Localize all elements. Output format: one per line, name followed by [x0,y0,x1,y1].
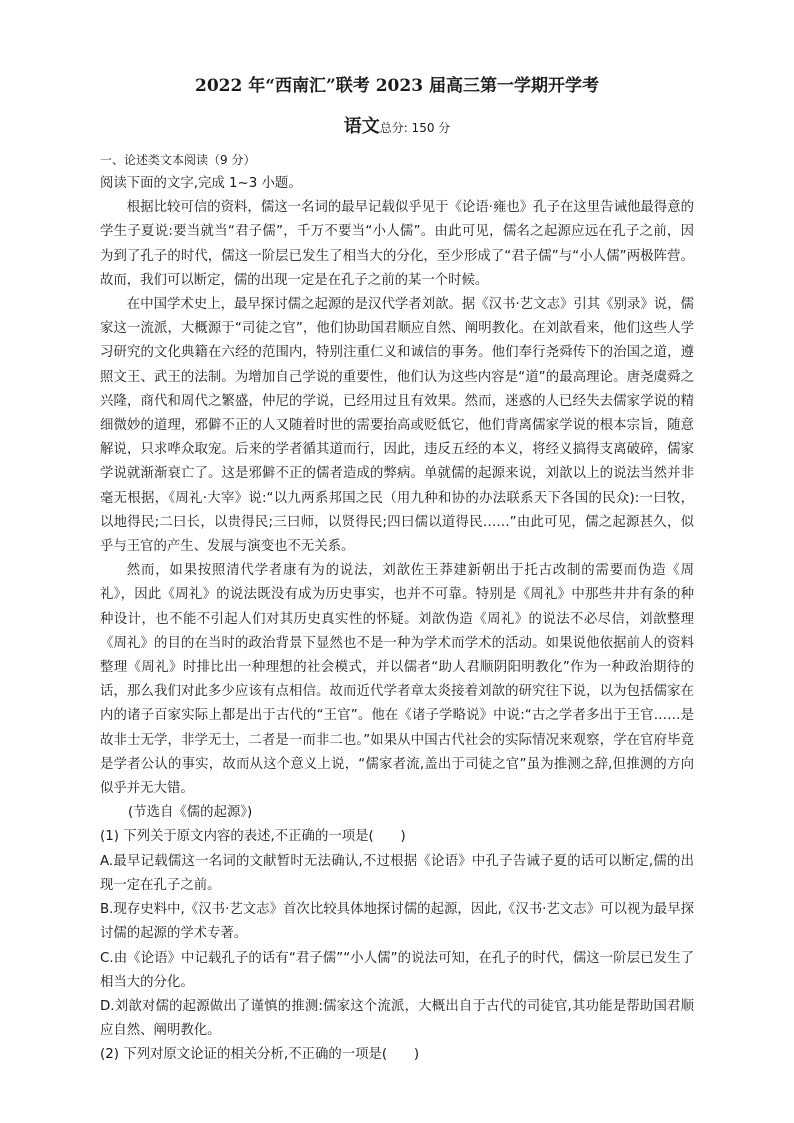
subject-name: 语文 [343,116,380,137]
question-2-stem: (2) 下列对原文论证的相关分析,不正确的一项是( ) [100,1047,420,1063]
question-1-option-c: C.由《论语》中记载孔子的话有“君子儒”“小人儒”的说法可知，在孔子的时代，儒这一阶层已发生了相当大的分化。 [100,950,694,990]
reading-instruction: 阅读下面的文字,完成 1~3 小题。 [100,176,302,191]
question-1-option-b: B.现存史料中,《汉书·艺文志》首次比较具体地探讨儒的起源，因此,《汉书·艺文志》可以视为最早探讨儒的起源的学术专著。 [100,902,694,942]
question-1-stem: (1) 下列关于原文内容的表述,不正确的一项是( ) [100,829,406,845]
question-1-option-a: A.最早记载儒这一名词的文献暂时无法确认,不过根据《论语》中孔子告诫子夏的话可以断定,儒的出现一定在孔子之前。 [100,853,694,893]
passage-paragraph-3: 然而，如果按照清代学者康有为的说法，刘歆佐王莽建新朝出于托古改制的需要而伪造《周礼》，因此《周礼》的说法既没有成为历史事实，也并不可靠。特别是《周礼》中那些井井有条的种种设计，也不能不引起人们对其历史真实性的怀疑。刘歆伪造《周礼》的说法不必尽信，刘歆整理《周礼》的目的在当时的政治背景下显然也不是一种为学术而学术的活动。如果说他依据前人的资料整理《周礼》时排比出一种理想的社会模式，并以儒者“助人君顺阴阳明教化”作为一种政治期待的话，那么我们对此多少应该有点相信。故而近代学者章太炎接着刘歆的研究往下说，以为包括儒家在内的诸子百家实际上都是出于古代的“王官”。他在《诸子学略说》中说:“古之学者多出于王官……是故非士无学，非学无士，二者是一而非二也。”如果从中国古代社会的实际情况来观察，学在官府毕竟是学者公认的事实，故而从这个意义上说，“儒家者流,盖出于司徒之官”虽为推测之辞,但推测的方向似乎并无大错。 [100,563,694,797]
total-score: 总分: 150 分 [379,121,451,135]
passage-source: (节选自《儒的起源》) [128,805,253,821]
question-1-option-d: D.刘歆对儒的起源做出了谨慎的推测:儒家这个流派，大概出自于古代的司徒官,其功能是帮助国君顺应自然、阐明教化。 [100,998,694,1039]
subject-line [100,112,694,142]
section-heading: 一、论述类文本阅读（9 分） [100,153,256,167]
exam-title: 2022 年“西南汇”联考 2023 届高三第一学期开学考 [195,76,599,96]
passage-paragraph-2: 在中国学术史上，最早探讨儒之起源的是汉代学者刘歆。据《汉书·艺文志》引其《别录》说，儒家这一流派，大概源于“司徒之官”，他们协助国君顺应自然、阐明教化。在刘歆看来，他们这些人学习研究的文化典籍在六经的范围内，特别注重仁义和诚信的事务。他们奉行尧舜传下的治国之道，遵照文王、武王的法制。为增加自己学说的重要性，他们认为这些内容是“道”的最高理论。唐尧虞舜之兴隆，商代和周代之繁盛，仲尼的学说，已经用过且有效果。然而，迷惑的人已经失去儒家学说的精细微妙的道理，邪僻不正的人又随着时世的需要抬高或贬低它，他们背离儒家学说的根本宗旨，随意解说，只求哗众取宠。后来的学者循其道而行，因此，违反五经的本义，将经义搞得支离破碎，儒家学说就渐渐衰亡了。这是邪僻不正的儒者造成的弊病。单就儒的起源来说，刘歆以上的说法当然并非毫无根据，《周礼·大宰》说:“以九两系邦国之民（用九种和协的办法联系天下各国的民众):一曰牧，以地得民;二曰长，以贵得民;三曰师，以贤得民;四曰儒以道得民……”由此可见，儒之起源甚久，似乎与王官的产生、发展与演变也不无关系。 [100,297,694,555]
passage-paragraph-1: 根据比较可信的资料，儒这一名词的最早记载似乎见于《论语·雍也》孔子在这里告诫他最得意的学生子夏说:要当就当“君子儒”，千万不要当“小人儒”。由此可见，儒名之起源应远在孔子之前，因为到了孔子的时代，儒这一阶层已发生了相当大的分化，至少形成了“君子儒”与“小人儒”两极阵营。故而，我们可以断定，儒的出现一定是在孔子之前的某一个时候。 [100,200,694,288]
